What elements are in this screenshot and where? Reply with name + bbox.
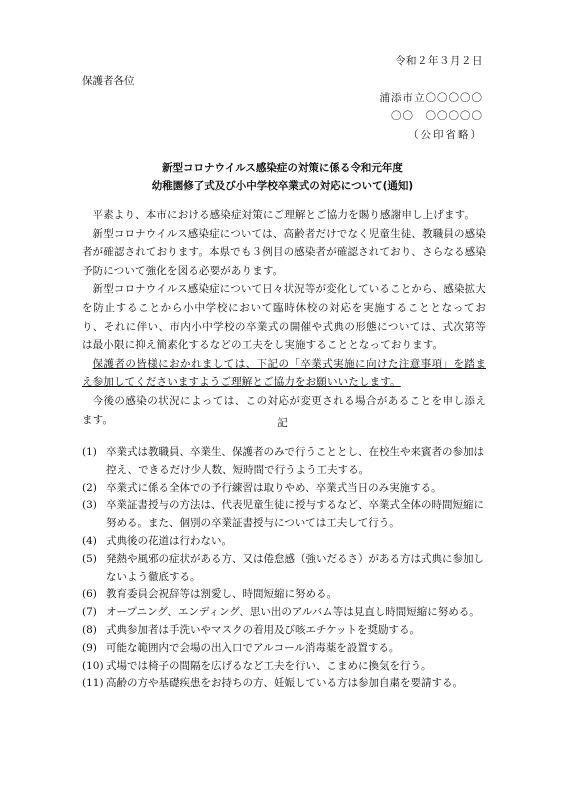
list-item [82, 622, 486, 640]
list-item [82, 533, 486, 551]
notice-items-list [82, 444, 486, 693]
item-number: (6) [82, 588, 97, 601]
list-item [82, 586, 486, 604]
sender-principal: 〇〇 〇〇〇〇〇 [391, 110, 483, 122]
document-title-line1: 新型コロナウイルス感染症の対策に係る令和元年度 [162, 162, 403, 174]
recipient: 保護者各位 [82, 75, 135, 87]
item-text: 卒業証書授与の方法は、代表児童生徒に授与するなど、卒業式全体の時間短縮に努める。また、個別の卒業証書授与については工夫して行う。 [106, 499, 484, 530]
list-item [82, 497, 486, 533]
document-body [82, 206, 486, 429]
item-number: (3) [82, 499, 97, 512]
item-number: (11) [82, 677, 104, 690]
item-text: 式典後の花道は行わない。 [106, 534, 232, 547]
list-item [82, 444, 486, 480]
item-text: 式典参加者は手洗いやマスクの着用及び咳エチケットを奨励する。 [106, 623, 421, 636]
list-item [82, 604, 486, 622]
item-number: (9) [82, 641, 97, 654]
item-text: オープニング、エンディング、思い出のアルバム等は見直し時間短縮に努める。 [106, 606, 480, 619]
list-item [82, 675, 486, 693]
item-number: (4) [82, 534, 97, 547]
list-item [82, 658, 486, 676]
list-item [82, 640, 486, 658]
item-text: 可能な範囲内で会場の出入口でアルコール消毒薬を設置する。 [106, 641, 400, 654]
seal-omitted-note: （公印省略） [408, 129, 483, 141]
body-paragraph-2: 新型コロナウイルス感染症については、高齢者だけでなく児童生徒、教職員の感染者が確認されております。本県でも３例目の感染者が確認されており、さらなる感染予防について強化を図る必要があります。 [82, 227, 486, 277]
item-number: (7) [82, 606, 97, 619]
sender-school: 浦添市立〇〇〇〇〇 [379, 92, 483, 104]
list-item [82, 551, 486, 587]
ki-heading: 記 [277, 417, 288, 429]
item-number: (10) [82, 659, 104, 672]
item-text: 卒業式に係る全体での予行練習は取りやめ、卒業式当日のみ実施する。 [106, 481, 442, 494]
item-text: 教育委員会祝辞等は割愛し、時間短縮に努める。 [106, 588, 337, 601]
body-paragraph-3: 新型コロナウイルス感染症について日々状況等が変化していることから、感染拡大を防止することから小中学校において臨時休校の対応を実施することとなっており、それに伴い、市内小中学校の卒業式の開催や式典の形態については、式次第等は最小限に抑え簡素化するなどの工夫をし実施することとなっております。 [82, 283, 486, 352]
item-number: (1) [82, 446, 97, 458]
list-item [82, 480, 486, 498]
item-number: (2) [82, 481, 97, 494]
item-text: 高齢の方や基礎疾患をお持ちの方、妊娠している方は参加自粛を要請する。 [106, 677, 463, 690]
body-paragraph-4-underlined: 保護者の皆様におかれましては、下記の「卒業式実施に向けた注意事項」を踏まえ参加してくださいますようご理解とご協力をお願いいたします。 [82, 357, 486, 389]
item-number: (5) [82, 552, 97, 565]
item-number: (8) [82, 623, 97, 636]
item-text: 発熱や風邪の症状がある方、又は倦怠感（強いだるさ）がある方は式典に参加しないよう徹底する。 [106, 552, 484, 583]
document-date: 令和２年３月２日 [395, 55, 483, 67]
body-paragraph-1: 平素より、本市における感染症対策にご理解とご協力を賜り感謝申し上げます。 [92, 209, 476, 221]
item-text: 式場では椅子の間隔を広げるなど工夫を行い、こまめに換気を行う。 [106, 659, 432, 672]
document-title-line2: 幼稚園修了式及び小中学校卒業式の対応について(通知) [151, 180, 414, 192]
item-text: 卒業式は教職員、卒業生、保護者のみで行うこととし、在校生や来賓者の参加は控え、できるだけ少人数、短時間で行うよう工夫する。 [106, 446, 484, 476]
body-paragraph-5: 今後の感染の状況によっては、この対応が変更される場合があることを申し添えます。 [82, 394, 486, 426]
